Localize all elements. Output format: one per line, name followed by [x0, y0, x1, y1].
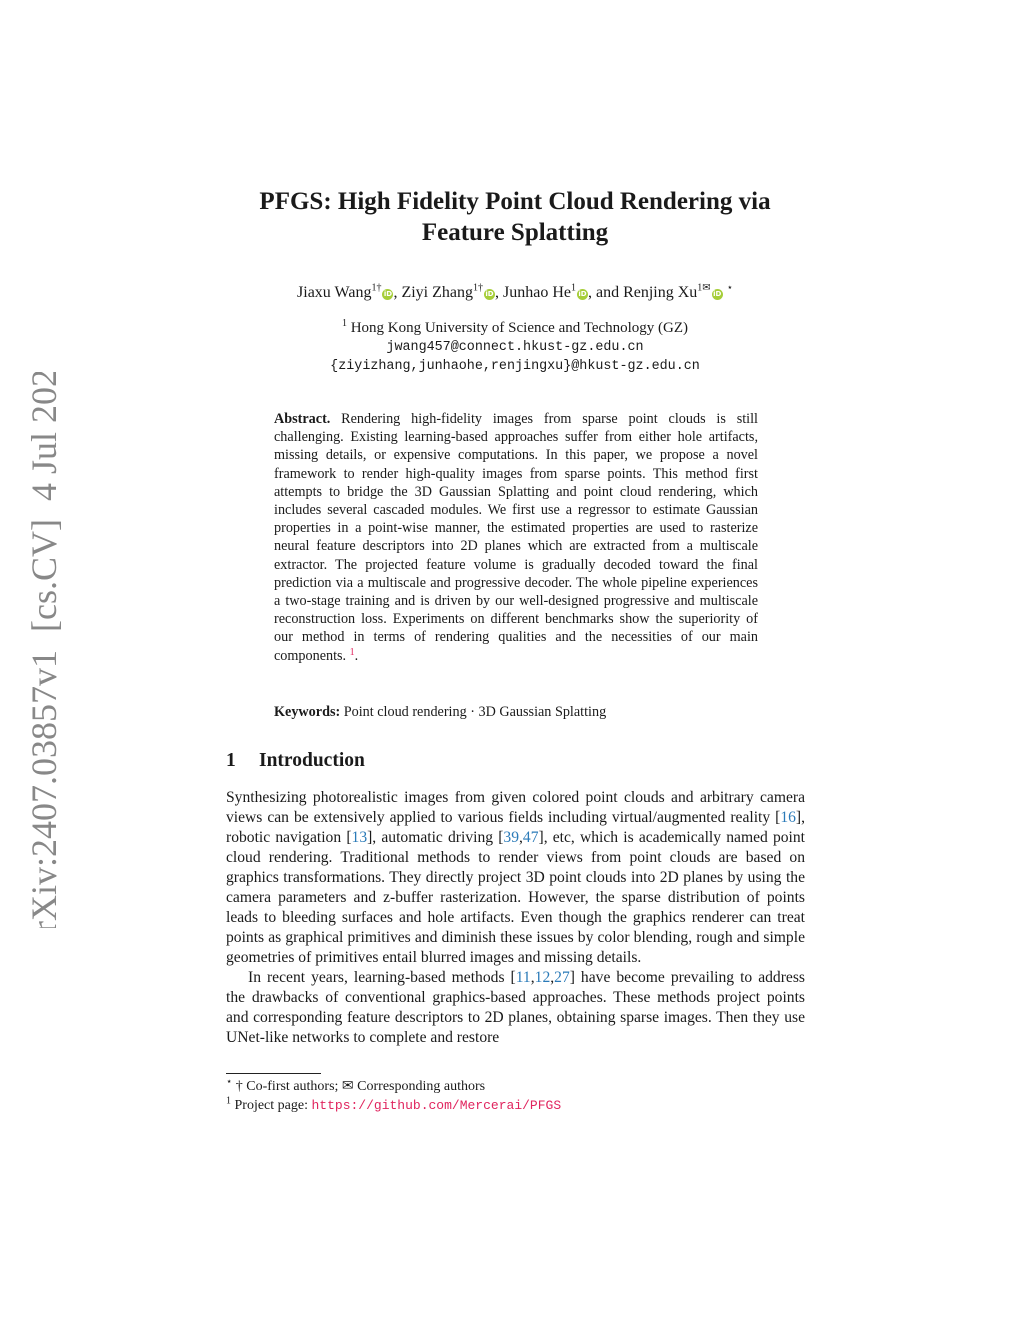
author-name: Jiaxu Wang — [297, 284, 372, 301]
citation-link[interactable]: 39 — [503, 829, 519, 846]
keywords — [274, 703, 758, 721]
intro-body — [226, 788, 805, 1048]
author-sup: 1✉ — [697, 282, 711, 294]
abstract-end: . — [354, 647, 359, 664]
section-number: 1 — [226, 750, 236, 771]
orcid-icon[interactable]: iD — [578, 290, 587, 298]
section-title: Introduction — [259, 750, 365, 771]
intro-paragraph-2 — [226, 968, 805, 1048]
affiliation-name: Hong Kong University of Science and Technology (GZ) — [350, 320, 689, 336]
footnote-2-label: Project page: — [234, 1098, 308, 1113]
author-name: Ziyi Zhang — [401, 284, 473, 301]
footnote-rule — [226, 1073, 321, 1074]
text-run: ] have become prevailing to address the drawbacks of conventional graphics-based approaches. These methods project points and corresponding feature descriptors to 2D planes, obtaining sparse images. Then they use UNet-like networks to complete and restore — [226, 969, 805, 1046]
text-run: , — [519, 829, 523, 846]
footnotes — [226, 1077, 806, 1115]
affiliation-sup: 1 — [341, 318, 347, 329]
footnote-2-mark: 1 — [226, 1095, 231, 1107]
title-line-2: Feature Splatting — [421, 219, 609, 246]
orcid-icon[interactable]: iD — [485, 290, 494, 298]
text-run: ], automatic driving [ — [367, 829, 504, 846]
abstract-text: Rendering high-fidelity images from sparse point clouds is still challenging. Existing learning-based approaches suffer from either hole artifacts, missing details, or expensive computations. In this paper, we propose a novel framework to render high-quality images from sparse points. This method first attempts to bridge the 3D Gaussian Splatting and point cloud rendering, which includes several cascaded modules. We first use a regressor to estimate Gaussian properties in a point-wise manner, the estimated properties are used to rasterize neural feature descriptors into 2D planes which are extracted from a multiscale extractor. The projected feature volume is gradually decoded toward the final prediction via a multiscale and progressive decoder. The whole pipeline experiences a two-stage training and is driven by our well-designed progressive and multiscale reconstruction loss. Experiments on different benchmarks show the superiority of our method in terms of rendering qualities and the necessities of our main components. — [274, 411, 758, 664]
text-run: , — [530, 969, 535, 986]
arxiv-stamp-svg — [12, 372, 76, 928]
text-run: In recent years, learning-based methods [ — [248, 969, 516, 986]
author-list: Jiaxu Wang$^{1\dagger}$iD, Ziyi Zhang$^{1\dagger}$iD, Junhao He$^1$iD, and Renjing $Xu^{1✉}iD$ ⋆ — [297, 282, 733, 301]
section-heading — [226, 749, 365, 773]
author-and: , and — [587, 284, 620, 301]
footnote-1 — [226, 1077, 806, 1096]
orcid-icon[interactable]: iD — [713, 290, 722, 298]
author-name: Renjing Xu — [623, 284, 698, 301]
author-star: ⋆ — [726, 282, 733, 294]
keywords-label: Keywords: — [274, 704, 341, 720]
affiliation — [200, 319, 830, 376]
arxiv-side-stamp — [12, 372, 76, 928]
citation-link[interactable]: 11 — [515, 969, 531, 986]
paper-title — [200, 186, 830, 248]
footnote-1-mark: ⋆ — [226, 1076, 233, 1088]
author-name: Junhao He — [502, 284, 571, 301]
author-sup: 1† — [371, 282, 382, 294]
citation-link[interactable]: 12 — [534, 969, 551, 986]
title-line-1: PFGS: High Fidelity Point Cloud Rendering via — [259, 188, 771, 215]
citation-link[interactable]: 13 — [351, 829, 368, 846]
text-run: ], robotic navigation [ — [226, 809, 805, 846]
email-2[interactable]: {ziyizhang,junhaohe,renjingxu}@hkust-gz.edu.cn — [330, 359, 700, 374]
text-run: Synthesizing photorealistic images from given colored point clouds and arbitrary camera views can be extensively applied to various fields including virtual/augmented reality [ — [226, 789, 805, 826]
footnote-ref[interactable]: 1 — [349, 646, 355, 658]
abstract — [274, 410, 758, 665]
orcid-icon[interactable]: iD — [383, 290, 393, 298]
abstract-label: Abstract. — [274, 411, 331, 427]
project-page-link[interactable]: https://github.com/Mercerai/PFGS — [311, 1098, 562, 1113]
footnote-1-text: † Co-first authors; ✉ Corresponding authors — [235, 1079, 486, 1094]
citation-link[interactable]: 27 — [554, 969, 570, 986]
citation-link[interactable]: 47 — [522, 829, 539, 846]
intro-paragraph-1 — [226, 788, 805, 968]
arxiv-stamp-text: arXiv:2407.03857v1 [cs.CV] 4 Jul 2024 — [24, 372, 64, 928]
keywords-text: Point cloud rendering · 3D Gaussian Splatting — [343, 704, 607, 720]
email-1[interactable]: jwang457@connect.hkust-gz.edu.cn — [386, 340, 644, 355]
footnote-2 — [226, 1096, 806, 1115]
citation-link[interactable]: 16 — [780, 809, 796, 826]
author-sup: 1 — [570, 282, 576, 294]
text-run: , — [550, 969, 555, 986]
author-sup: 1† — [472, 282, 483, 294]
text-run: ], etc, which is academically named point cloud rendering. Traditional methods to render views from point clouds are based on graphics transformations. They directly project 3D point clouds into 2D planes by using the camera parameters and z-buffer rasterization. However, the sparse distribution of points leads to bleeding surfaces and hole artifacts. Even though the graphics renderer can treat points as graphical primitives and diminish these issues by color blending, rough and simple geometries of primitives entail blurred images and missing details. — [226, 829, 806, 966]
